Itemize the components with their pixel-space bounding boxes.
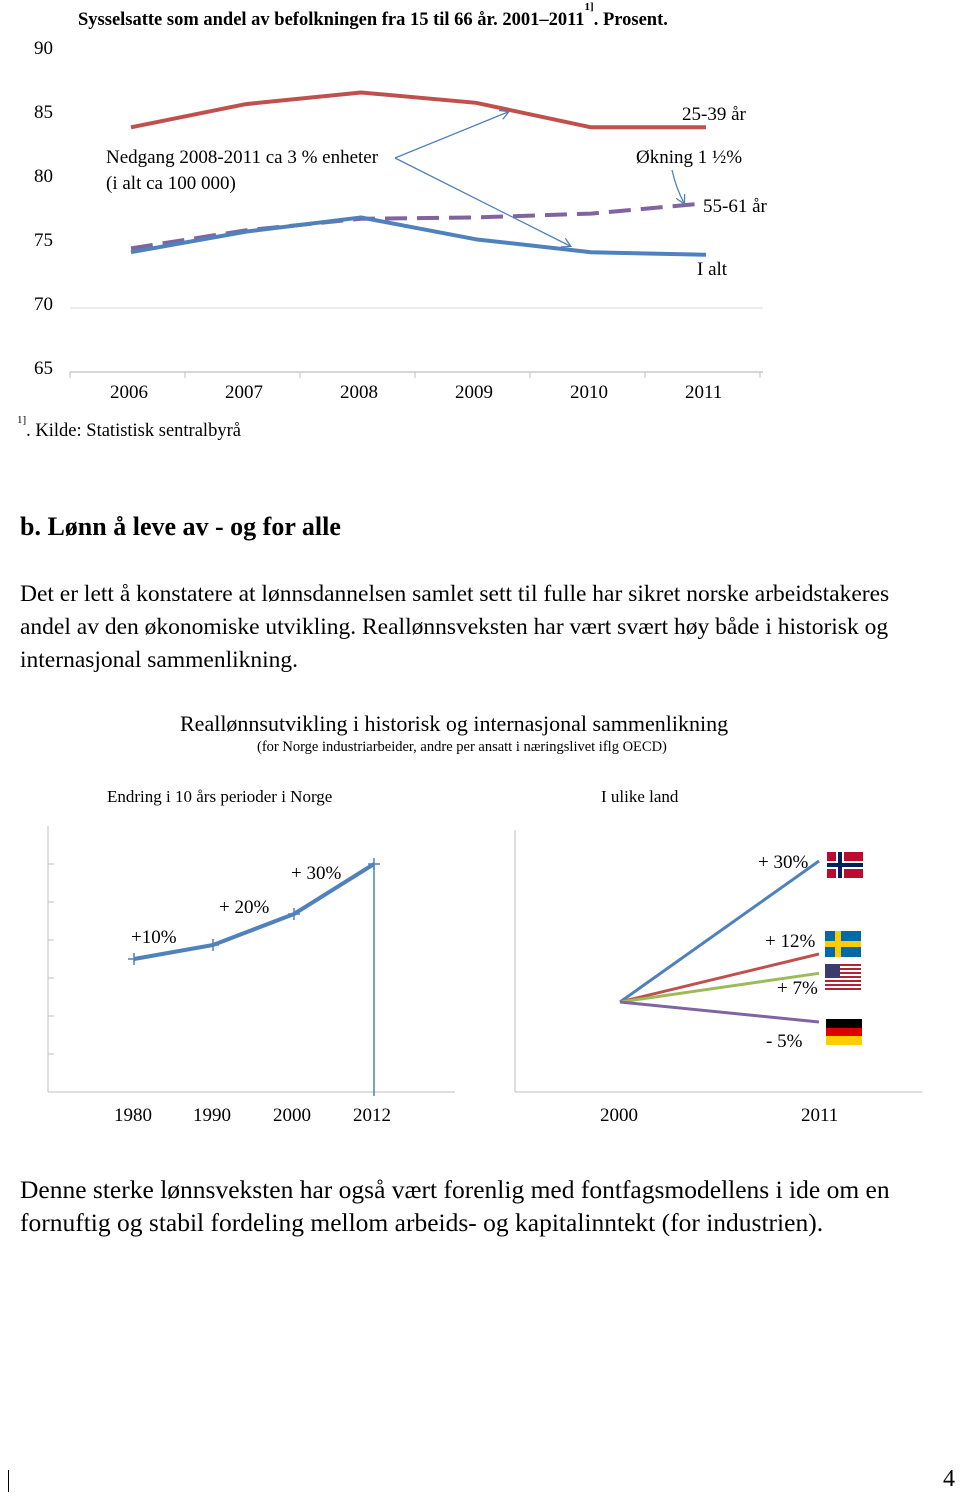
source-footnote: 1] bbox=[17, 414, 27, 426]
source-text: . Kilde: Statistisk sentralbyrå bbox=[26, 421, 241, 442]
right-x-2011: 2011 bbox=[801, 1105, 839, 1126]
label-total: I alt bbox=[697, 259, 728, 280]
x-tick-2007: 2007 bbox=[225, 382, 263, 403]
paragraph-1: Det er lett å konstatere at lønnsdannelsen samlet sett til fulle har sikret norske arbeidstakeres andel av den økonomiske utvikling. Reallønnsveksten har vært svært høy både i historisk og internasjonal sammenlikning. bbox=[20, 581, 890, 673]
left-x-2000: 2000 bbox=[273, 1105, 311, 1126]
label-25-39: 25-39 år bbox=[682, 104, 746, 125]
section-heading: b. Lønn å leve av - og for alle bbox=[20, 512, 341, 541]
country-line-tyskland bbox=[620, 1002, 819, 1022]
margin-mark bbox=[8, 1470, 9, 1492]
chart2-right-title: I ulike land bbox=[601, 787, 679, 806]
left-x-1990: 1990 bbox=[193, 1105, 231, 1126]
norway-flag-icon bbox=[827, 852, 863, 878]
label-55-61: 55-61 år bbox=[703, 196, 767, 217]
annotation-increase: Økning 1 ½% bbox=[636, 147, 743, 168]
left-x-2012: 2012 bbox=[353, 1105, 391, 1126]
paragraph-2: Denne sterke lønnsveksten har også vært forenlig med fontfagsmodellens i ide om en fornuftig og stabil fordeling mellom arbeids- og kapitalinntekt (for industrien). bbox=[20, 1175, 890, 1237]
left-x-1980: 1980 bbox=[114, 1105, 152, 1126]
right-x-2000: 2000 bbox=[600, 1105, 638, 1126]
x-tick-2011: 2011 bbox=[685, 382, 723, 403]
chart1-title-text: Sysselsatte som andel av befolkningen fra 15 til 66 år. 2001–2011 bbox=[78, 10, 585, 31]
chart1-title-suffix: . Prosent. bbox=[593, 10, 668, 31]
chart1-title-footnote: 1] bbox=[584, 1, 594, 13]
annotation-decline-line1: Nedgang 2008-2011 ca 3 % enheter bbox=[106, 147, 379, 168]
chart2-left-title: Endring i 10 års perioder i Norge bbox=[107, 787, 333, 806]
y-tick-70: 70 bbox=[34, 294, 53, 315]
left-label-20: + 20% bbox=[219, 897, 270, 918]
y-tick-85: 85 bbox=[34, 102, 53, 123]
usa-flag-icon bbox=[825, 964, 861, 990]
left-label-10: +10% bbox=[131, 927, 177, 948]
chart2-title: Reallønnsutvikling i historisk og internasjonal sammenlikning bbox=[180, 711, 729, 736]
x-tick-2010: 2010 bbox=[570, 382, 608, 403]
germany-flag-icon bbox=[826, 1019, 862, 1045]
right-label-usa: + 7% bbox=[777, 978, 818, 999]
x-tick-2009: 2009 bbox=[455, 382, 493, 403]
left-label-30: + 30% bbox=[291, 863, 342, 884]
right-label-sweden: + 12% bbox=[765, 931, 816, 952]
y-tick-75: 75 bbox=[34, 230, 53, 251]
page-number: 4 bbox=[943, 1466, 955, 1492]
right-label-norway: + 30% bbox=[758, 852, 809, 873]
sweden-flag-icon bbox=[825, 931, 861, 957]
chart2-subtitle: (for Norge industriarbeider, andre per ansatt i næringslivet iflg OECD) bbox=[257, 739, 667, 755]
x-tick-2006: 2006 bbox=[110, 382, 148, 403]
y-tick-65: 65 bbox=[34, 358, 53, 379]
y-tick-80: 80 bbox=[34, 166, 53, 187]
right-label-germany: - 5% bbox=[766, 1031, 803, 1052]
annotation-decline-line2: (i alt ca 100 000) bbox=[106, 173, 236, 194]
x-tick-2008: 2008 bbox=[340, 382, 378, 403]
y-tick-90: 90 bbox=[34, 38, 53, 59]
